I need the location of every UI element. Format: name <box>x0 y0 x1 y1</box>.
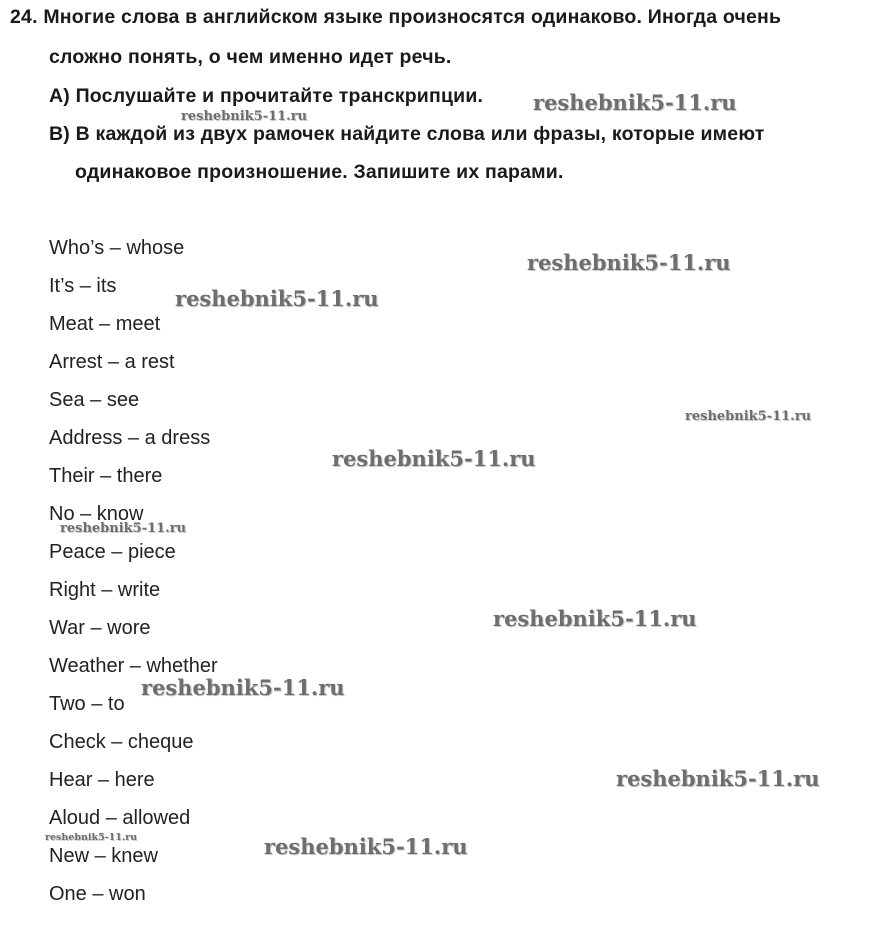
task-line-1: 24. Многие слова в английском языке произносятся одинаково. Иногда очень <box>10 6 782 28</box>
homophone-pairs-list <box>49 234 218 918</box>
watermark: reshebnik5-11.ru <box>527 250 731 275</box>
list-item: Their – there <box>49 465 163 487</box>
list-item: Hear – here <box>49 769 155 791</box>
task-subpoint-a: A) Послушайте и прочитайте транскрипции. <box>49 85 484 107</box>
list-item: One – won <box>49 883 146 905</box>
watermark: reshebnik5-11.ru <box>60 521 187 536</box>
watermark: reshebnik5-11.ru <box>181 109 308 124</box>
watermark: reshebnik5-11.ru <box>533 90 737 115</box>
task-line-5: одинаковое произношение. Запишите их парами. <box>75 161 564 183</box>
list-item: New – knew <box>49 845 158 867</box>
list-item: Two – to <box>49 693 125 715</box>
task-subpoint-b: B) В каждой из двух рамочек найдите слова или фразы, которые имеют <box>49 123 765 145</box>
list-item: Weather – whether <box>49 655 218 677</box>
watermark: reshebnik5-11.ru <box>493 606 697 631</box>
list-item: Meat – meet <box>49 313 161 335</box>
watermark: reshebnik5-11.ru <box>264 834 468 859</box>
watermark: reshebnik5-11.ru <box>616 766 820 791</box>
list-item: Arrest – a rest <box>49 351 175 373</box>
task-line-2: сложно понять, о чем именно идет речь. <box>49 46 452 68</box>
list-item: Right – write <box>49 579 161 601</box>
list-item: No – know <box>49 503 144 525</box>
list-item: Address – a dress <box>49 427 211 449</box>
list-item: War – wore <box>49 617 151 639</box>
watermark: reshebnik5-11.ru <box>45 832 138 843</box>
list-item: Sea – see <box>49 389 140 411</box>
list-item: Aloud – allowed <box>49 807 191 829</box>
watermark: reshebnik5-11.ru <box>141 675 345 700</box>
list-item: It’s – its <box>49 275 117 297</box>
watermark: reshebnik5-11.ru <box>685 409 812 424</box>
watermark: reshebnik5-11.ru <box>332 446 536 471</box>
list-item: Who’s – whose <box>49 237 185 259</box>
watermark: reshebnik5-11.ru <box>175 286 379 311</box>
list-item: Check – cheque <box>49 731 194 753</box>
list-item: Peace – piece <box>49 541 176 563</box>
